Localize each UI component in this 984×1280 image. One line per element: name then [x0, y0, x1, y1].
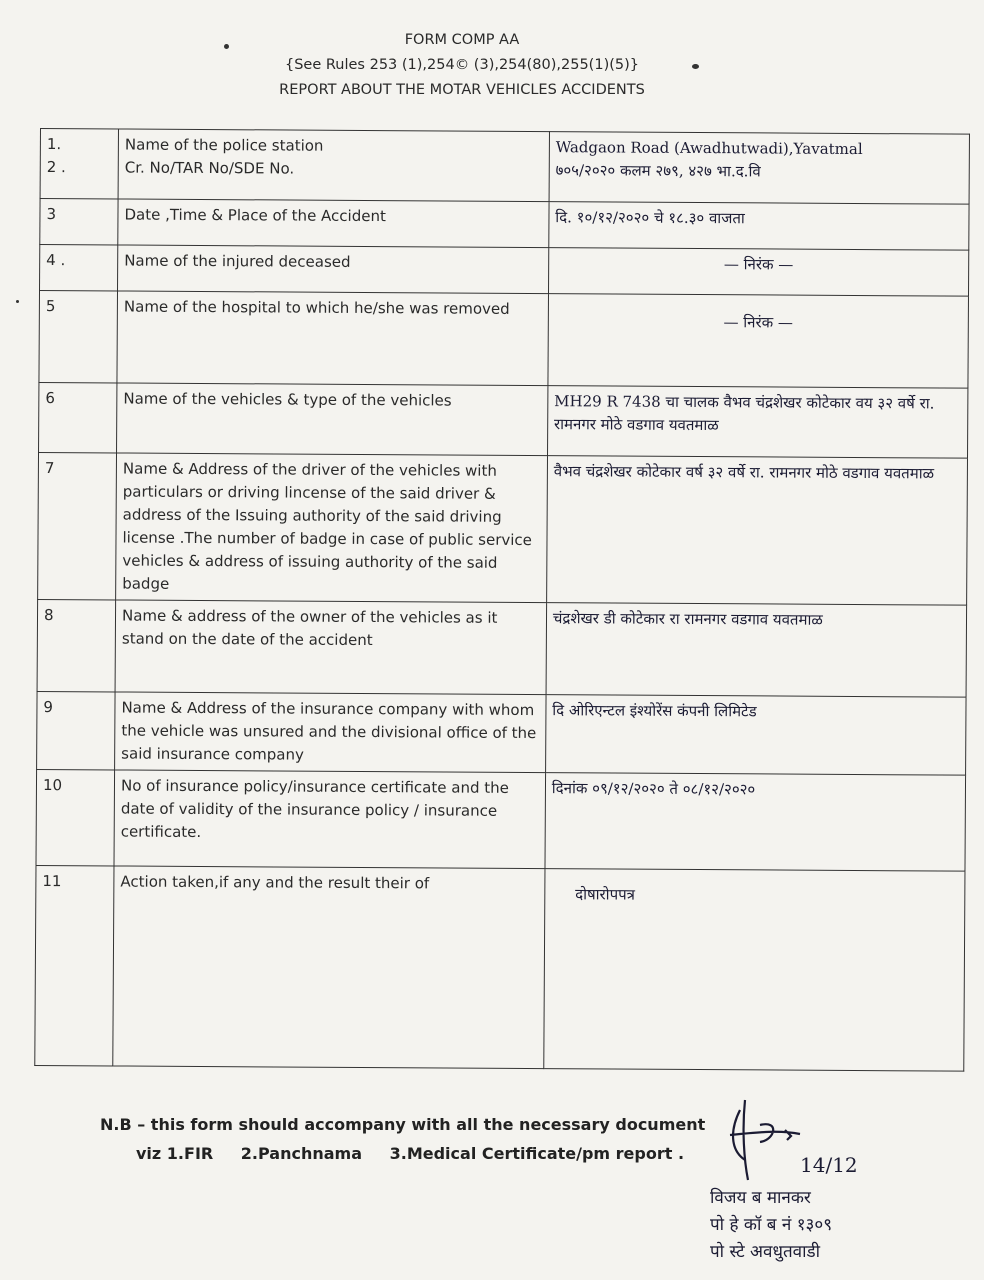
row-number: 3: [40, 199, 118, 245]
row-number: 8: [37, 599, 116, 691]
row-value: — निरंक —: [548, 294, 969, 389]
signature-date: 14/12: [800, 1153, 858, 1177]
form-rules: {See Rules 253 (1),254© (3),254(80),255(1)(5)}: [284, 57, 639, 73]
report-title: REPORT ABOUT THE MOTAR VEHICLES ACCIDENTS: [279, 82, 645, 98]
table-row: [39, 382, 968, 458]
row-number: 6: [39, 382, 117, 452]
row-label: Name of the police station Cr. No/TAR No/SDE No.: [118, 129, 549, 202]
accident-report-table: [34, 128, 970, 1072]
signature-block: [700, 1090, 940, 1266]
row-number: 10: [36, 769, 115, 865]
row-value: MH29 R 7438 चा चालक वैभव चंद्रशेखर कोटेकार वय ३२ वर्षे रा. रामनगर मोठे वडगाव यवतमाळ: [547, 386, 968, 459]
row-value: दिनांक ०९/१२/२०२० ते ०८/१२/२०२०: [545, 773, 966, 872]
row-value: Wadgaon Road (Awadhutwadi),Yavatmal ७०५/२०२० कलम २७९, ४२७ भा.द.वि: [549, 132, 970, 205]
row-value: चंद्रशेखर डी कोटेकार रा रामनगर वडगाव यवतमाळ: [546, 603, 967, 698]
speck: [16, 300, 19, 303]
table-row: [39, 291, 969, 389]
table-row: [38, 452, 968, 605]
form-header: [0, 28, 984, 103]
table-row: [40, 245, 969, 297]
note-item-panchnama: 2.Panchnama: [240, 1144, 363, 1163]
note-block: [100, 1110, 706, 1168]
note-documents: [100, 1139, 706, 1168]
row-label: Name of the hospital to which he/she was removed: [117, 291, 548, 386]
note-item-medical: 3.Medical Certificate/pm report .: [389, 1144, 685, 1163]
row-number: 4 .: [40, 245, 118, 291]
signatory-designation: पो हे कॉ ब नं १३०९: [710, 1215, 833, 1235]
row-number: 7: [38, 452, 117, 599]
row-value: दि. १०/१२/२०२० चे १८.३० वाजता: [549, 202, 969, 251]
row-label: Name & address of the owner of the vehicles as it stand on the date of the accident: [115, 600, 546, 695]
row-value: वैभव चंद्रशेखर कोटेकार वर्ष ३२ वर्षे रा. रामनगर मोठे वडगाव यवतमाळ: [546, 456, 967, 606]
row-label: No of insurance policy/insurance certificate and the date of validity of the insurance policy / insurance certificate.: [114, 770, 545, 869]
note-line: N.B – this form should accompany with all the necessary document: [100, 1115, 706, 1134]
signatory-station: पो स्टे अवधुतवाडी: [710, 1242, 820, 1262]
row-label: Name & Address of the driver of the vehicles with particulars or driving lincense of the said driver & address of the Issuing authority of the said driving license .The number of badge in case of public service vehicles & address of issuing authority of the said badge: [116, 453, 548, 603]
row-label: Name & Address of the insurance company with whom the vehicle was unsured and the divisional office of the said insurance company: [115, 692, 546, 773]
signatory-name: विजय ब मानकर: [710, 1188, 811, 1208]
form-title: FORM COMP AA: [404, 32, 520, 48]
table-row: [40, 199, 969, 251]
table-row: [35, 865, 965, 1071]
row-label: Date ,Time & Place of the Accident: [118, 199, 549, 248]
row-number: 5: [39, 291, 118, 383]
row-number: 1. 2 .: [40, 129, 118, 199]
table-row: [37, 691, 966, 775]
row-number: 9: [37, 691, 116, 769]
note-item-fir: viz 1.FIR: [136, 1144, 214, 1163]
table-row: [40, 129, 969, 205]
signature-scribble-icon: [700, 1090, 920, 1185]
table-row: [37, 599, 967, 697]
row-label: Action taken,if any and the result their of: [113, 866, 545, 1069]
row-value: दोषारोपपत्र: [544, 869, 965, 1072]
table-row: [36, 769, 966, 871]
row-number: 11: [35, 865, 114, 1065]
row-value: — निरंक —: [548, 248, 968, 297]
row-value: दि ओरिएन्टल इंश्योरेंस कंपनी लिमिटेड: [545, 695, 966, 776]
row-label: Name of the injured deceased: [118, 245, 549, 294]
row-label: Name of the vehicles & type of the vehicles: [117, 383, 548, 456]
